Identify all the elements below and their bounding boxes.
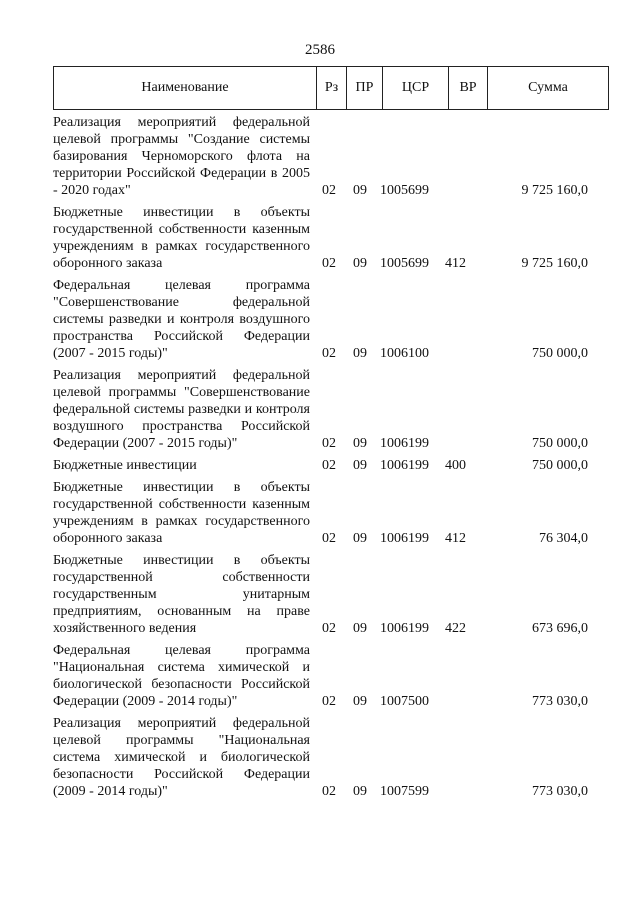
row-sum: 76 304,0 xyxy=(539,531,588,546)
row-vr: 412 xyxy=(445,531,466,546)
row-name: Бюджетные инвестиции в объекты государственной собственности казенным учреждениям в рамках государственного оборонного заказа xyxy=(53,205,310,271)
row-rz: 02 xyxy=(322,346,336,361)
row-name: Бюджетные инвестиции в объекты государственной собственности казенным учреждениям в рамках государственного оборонного заказа xyxy=(53,480,310,546)
table-row xyxy=(53,642,609,710)
row-csr: 1005699 xyxy=(380,256,429,271)
table-row xyxy=(53,479,609,547)
row-sum: 773 030,0 xyxy=(532,694,588,709)
row-rz: 02 xyxy=(322,621,336,636)
row-sum: 673 696,0 xyxy=(532,621,588,636)
row-csr: 1006199 xyxy=(380,458,429,473)
row-pr: 09 xyxy=(353,346,367,361)
row-sum: 750 000,0 xyxy=(532,458,588,473)
row-vr: 422 xyxy=(445,621,466,636)
row-name: Реализация мероприятий федеральной целевой программы "Создание системы базирования Черноморского флота на территории Российской Федерации в 2005 - 2020 годах" xyxy=(53,115,310,198)
row-csr: 1007599 xyxy=(380,784,429,799)
row-sum: 9 725 160,0 xyxy=(521,256,588,271)
row-vr: 412 xyxy=(445,256,466,271)
table-row xyxy=(53,552,609,637)
row-sum: 750 000,0 xyxy=(532,346,588,361)
table-row xyxy=(53,277,609,362)
row-csr: 1006100 xyxy=(380,346,429,361)
row-name: Федеральная целевая программа "Национальная система химической и биологической безопасности Российской Федерации (2009 - 2014 годы)" xyxy=(53,643,310,709)
row-pr: 09 xyxy=(353,183,367,198)
row-csr: 1006199 xyxy=(380,436,429,451)
table-row xyxy=(53,114,609,199)
table-header xyxy=(53,66,609,110)
row-pr: 09 xyxy=(353,694,367,709)
header-vr: ВР xyxy=(448,67,487,109)
row-name: Бюджетные инвестиции xyxy=(53,458,197,473)
header-sum: Сумма xyxy=(487,67,608,109)
row-rz: 02 xyxy=(322,436,336,451)
table-row xyxy=(53,457,609,474)
row-sum: 9 725 160,0 xyxy=(521,183,588,198)
row-name: Реализация мероприятий федеральной целевой программы "Совершенствование федеральной системы разведки и контроля воздушного пространства Российской Федерации (2007 - 2015 годы)" xyxy=(53,368,310,451)
row-rz: 02 xyxy=(322,531,336,546)
header-rz: Рз xyxy=(316,67,346,109)
row-sum: 750 000,0 xyxy=(532,436,588,451)
row-pr: 09 xyxy=(353,621,367,636)
row-rz: 02 xyxy=(322,256,336,271)
row-name: Федеральная целевая программа "Совершенствование федеральной системы разведки и контроля воздушного пространства Российской Федерации (2007 - 2015 годы)" xyxy=(53,278,310,361)
table-row xyxy=(53,367,609,452)
row-csr: 1006199 xyxy=(380,531,429,546)
row-pr: 09 xyxy=(353,256,367,271)
header-csr: ЦСР xyxy=(382,67,448,109)
header-name: Наименование xyxy=(141,80,229,95)
table-body xyxy=(53,114,609,805)
row-pr: 09 xyxy=(353,531,367,546)
row-csr: 1005699 xyxy=(380,183,429,198)
row-rz: 02 xyxy=(322,694,336,709)
row-pr: 09 xyxy=(353,784,367,799)
row-sum: 773 030,0 xyxy=(532,784,588,799)
page-number: 2586 xyxy=(305,42,335,58)
row-name: Реализация мероприятий федеральной целевой программы "Национальная система химической и биологической безопасности Российской Федерации (2009 - 2014 годы)" xyxy=(53,716,310,799)
row-pr: 09 xyxy=(353,458,367,473)
header-pr: ПР xyxy=(346,67,382,109)
row-vr: 400 xyxy=(445,458,466,473)
row-name: Бюджетные инвестиции в объекты государственной собственности государственным унитарным предприятиям, основанным на праве хозяйственного ведения xyxy=(53,553,310,636)
row-rz: 02 xyxy=(322,458,336,473)
row-csr: 1007500 xyxy=(380,694,429,709)
row-rz: 02 xyxy=(322,784,336,799)
row-csr: 1006199 xyxy=(380,621,429,636)
table-row xyxy=(53,204,609,272)
row-pr: 09 xyxy=(353,436,367,451)
row-rz: 02 xyxy=(322,183,336,198)
table-row xyxy=(53,715,609,800)
